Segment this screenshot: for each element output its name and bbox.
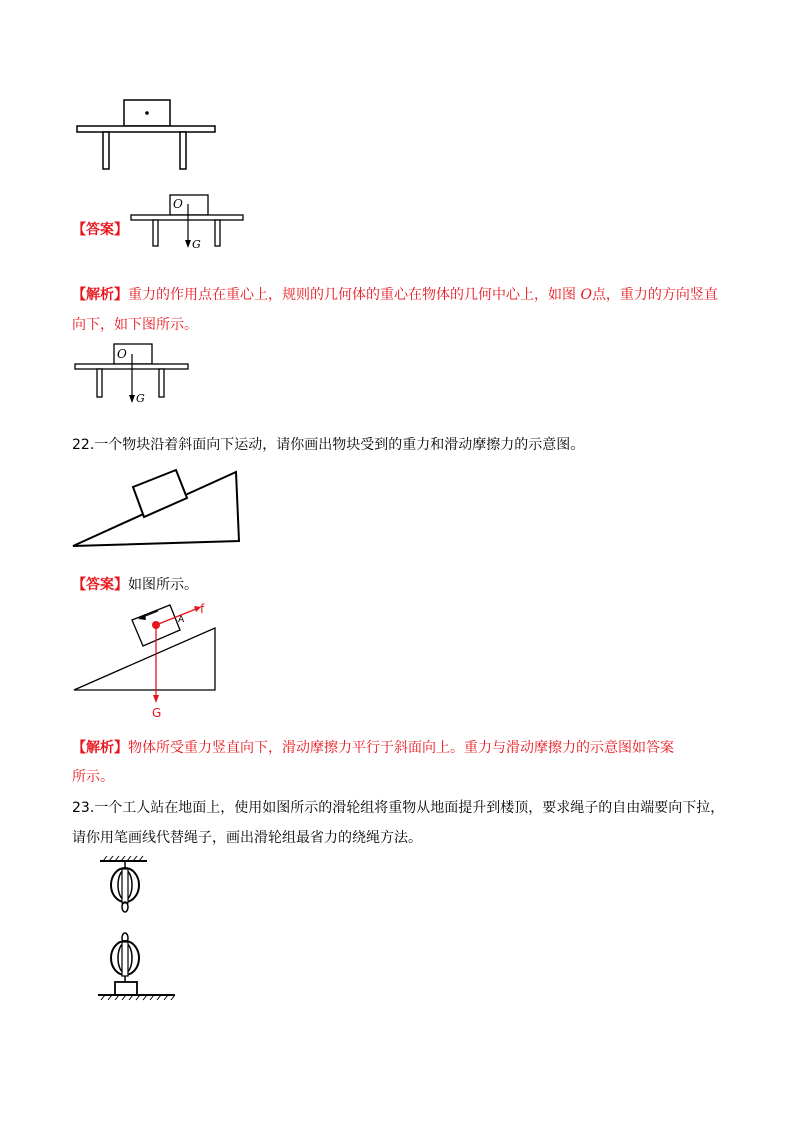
ground (98, 995, 175, 1000)
table-leg-left (103, 132, 109, 169)
q23-question-line2: 请你用笔画线代替绳子，画出滑轮组最省力的绕绳方法。 (72, 830, 422, 846)
movable-pulley (111, 933, 139, 976)
q23-question-line1: 23.一个工人站在地面上，使用如图所示的滑轮组将重物从地面提升到楼顶，要求绳子的自由端要向下拉， (72, 800, 725, 816)
q22-analysis-line1: 【解析】物体所受重力竖直向下，滑动摩擦力平行于斜面向上。重力与滑动摩擦力的示意图如答案 (72, 740, 674, 756)
label-O: O (173, 197, 183, 211)
q22-question: 22.一个物块沿着斜面向下运动，请你画出物块受到的重力和滑动摩擦力的示意图。 (72, 437, 585, 453)
fixed-pulley (111, 868, 139, 903)
label-G: G (152, 706, 162, 720)
q22-incline-figure (70, 465, 245, 555)
answer-tag-q21: 【答案】 (72, 222, 128, 238)
q23-pulley-figure (95, 855, 180, 1005)
table-top (77, 126, 215, 132)
q21-analysis-line1: 【解析】重力的作用点在重心上，规则的几何体的重心在物体的几何中心上，如图 O点，重力的方向竖直 (72, 287, 718, 303)
q21-analysis-line2: 向下，如下图所示。 (72, 317, 198, 333)
center-dot (145, 111, 149, 115)
label-G: G (192, 238, 201, 251)
q21-table-figure (70, 95, 230, 175)
label-G: G (136, 392, 145, 404)
label-O: O (117, 347, 127, 361)
q22-analysis-line2: 所示。 (72, 769, 114, 785)
weight (115, 982, 137, 995)
q22-answer-line: 【答案】如图所示。 (72, 577, 198, 593)
label-f: f (200, 602, 205, 616)
table-leg-right (180, 132, 186, 169)
label-A: A (178, 615, 185, 625)
q21-answer-figure (130, 192, 250, 257)
ceiling (100, 856, 147, 861)
q21-analysis-figure (72, 342, 197, 404)
q22-answer-figure (70, 600, 225, 725)
